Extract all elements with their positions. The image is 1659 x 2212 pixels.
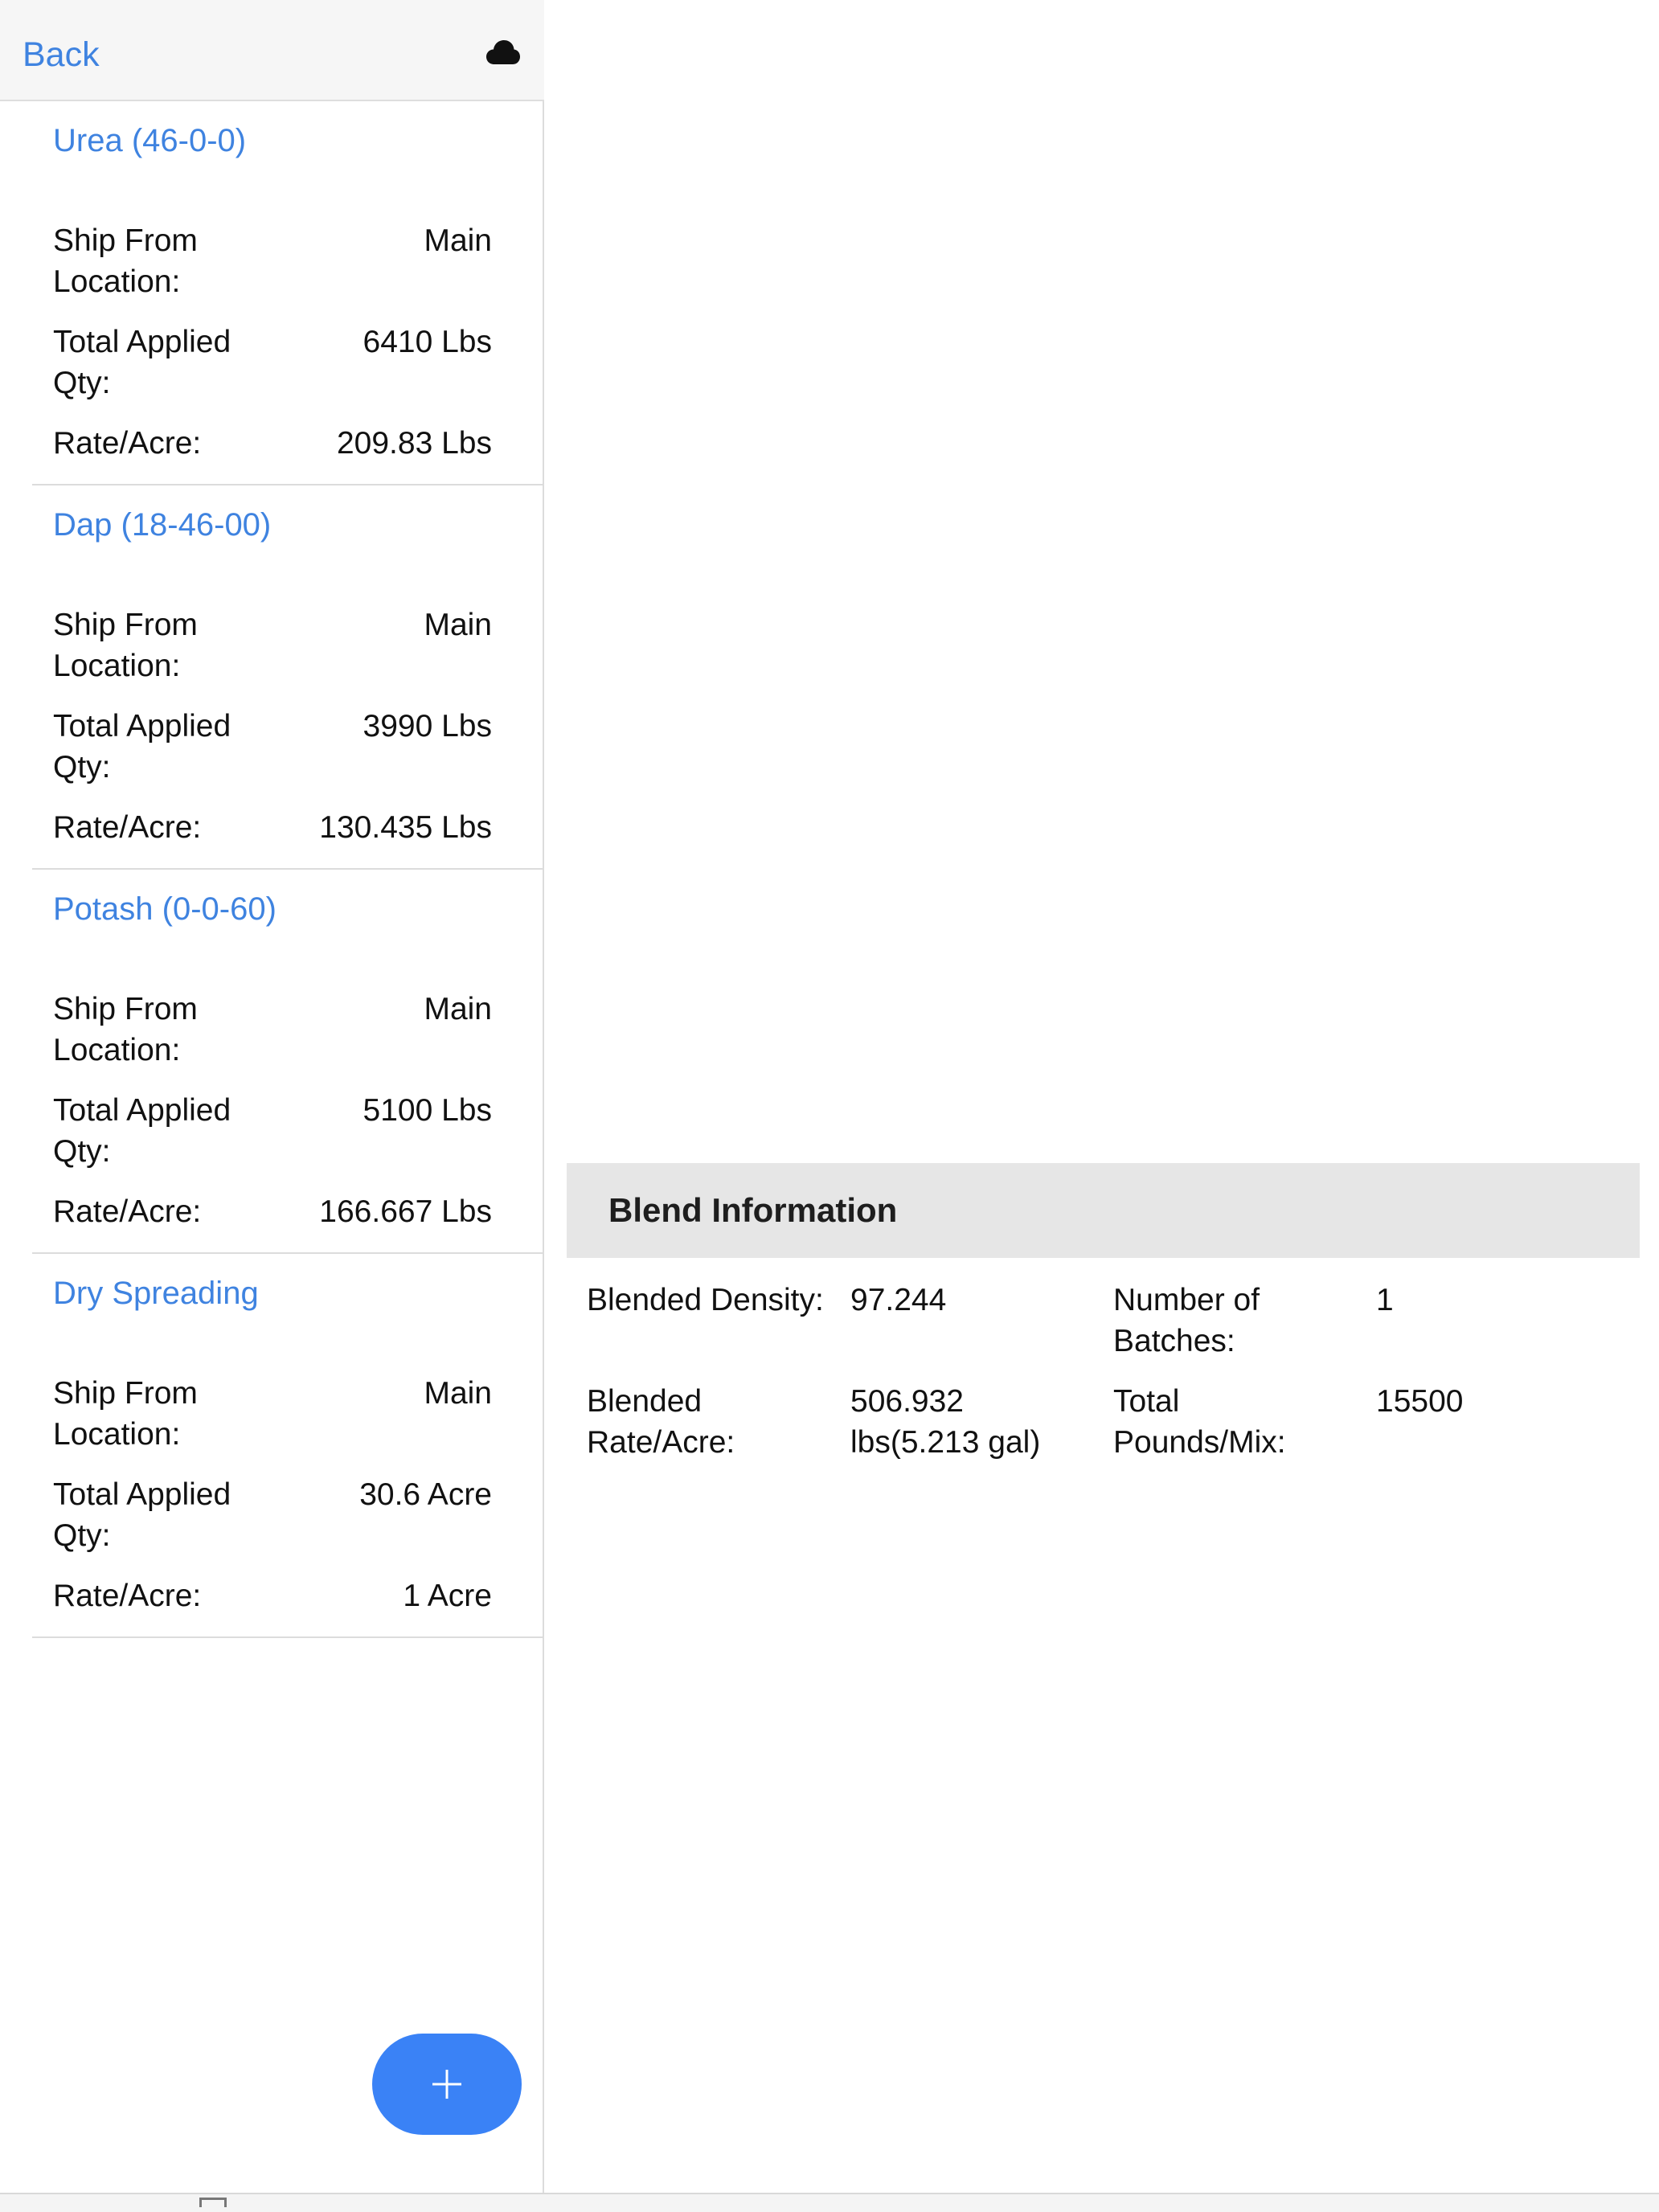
product-item[interactable] (32, 870, 544, 1254)
rate-acre-label: Rate/Acre: (53, 1194, 202, 1229)
ship-from-row (53, 604, 492, 686)
rate-acre-label: Rate/Acre: (53, 810, 202, 845)
total-applied-row (53, 1090, 492, 1172)
product-sidebar (0, 0, 544, 2193)
rate-acre-value: 209.83 Lbs (336, 426, 492, 461)
blended-density-label: Blended Density: (587, 1283, 824, 1317)
rate-acre-value: 166.667 Lbs (319, 1194, 492, 1229)
blended-density-value: 97.244 (850, 1283, 947, 1317)
total-pounds-value: 15500 (1376, 1384, 1464, 1419)
ship-from-value: Main (424, 1376, 492, 1411)
product-name[interactable]: Dry Spreading (53, 1276, 259, 1311)
total-applied-label: Total Applied Qty: (53, 1093, 231, 1169)
product-item[interactable] (32, 485, 544, 870)
total-applied-row (53, 322, 492, 403)
rate-acre-label: Rate/Acre: (53, 426, 202, 461)
sidebar-header (0, 0, 544, 101)
plus-icon (432, 2070, 461, 2099)
product-name[interactable]: Dap (18-46-00) (53, 507, 272, 543)
total-applied-label: Total Applied Qty: (53, 1477, 231, 1553)
ship-from-value: Main (424, 992, 492, 1026)
ship-from-label: Ship From Location: (53, 1376, 198, 1452)
total-applied-value: 3990 Lbs (363, 709, 492, 743)
blend-title: Blend Information (608, 1191, 898, 1229)
bottom-toolbar (0, 2193, 1659, 2212)
product-name[interactable]: Potash (0-0-60) (53, 891, 276, 927)
blended-rate-value: 506.932 lbs(5.213 gal) (850, 1384, 1041, 1460)
add-product-button[interactable] (372, 2034, 522, 2135)
ship-from-value: Main (424, 223, 492, 258)
product-item[interactable] (32, 1254, 544, 1638)
product-name[interactable]: Urea (46-0-0) (53, 123, 247, 158)
ship-from-value: Main (424, 608, 492, 642)
ship-from-row (53, 220, 492, 302)
total-applied-row (53, 706, 492, 788)
total-applied-label: Total Applied Qty: (53, 709, 231, 784)
ship-from-row (53, 1373, 492, 1455)
blend-grid (567, 1258, 1640, 1475)
ship-from-label: Ship From Location: (53, 608, 198, 683)
blended-rate-label: Blended Rate/Acre: (587, 1384, 735, 1460)
ship-from-label: Ship From Location: (53, 992, 198, 1067)
rate-acre-label: Rate/Acre: (53, 1579, 202, 1613)
rate-acre-row (53, 1575, 492, 1657)
ship-from-label: Ship From Location: (53, 223, 198, 299)
total-applied-value: 6410 Lbs (363, 325, 492, 359)
number-of-batches-label: Number of Batches: (1113, 1283, 1260, 1358)
total-applied-label: Total Applied Qty: (53, 325, 231, 400)
cloud-icon[interactable] (485, 39, 521, 66)
rate-acre-value: 130.435 Lbs (319, 810, 492, 845)
total-applied-value: 5100 Lbs (363, 1093, 492, 1128)
total-applied-row (53, 1474, 492, 1556)
blend-information-panel (567, 1163, 1640, 1475)
total-applied-value: 30.6 Acre (359, 1477, 492, 1512)
product-item[interactable] (32, 101, 544, 485)
rate-acre-value: 1 Acre (403, 1579, 492, 1613)
ship-from-row (53, 989, 492, 1071)
tab-icon[interactable] (199, 2198, 227, 2207)
back-button[interactable]: Back (23, 35, 100, 74)
product-list (0, 101, 544, 1638)
number-of-batches-value: 1 (1376, 1283, 1394, 1317)
total-pounds-label: Total Pounds/Mix: (1113, 1384, 1286, 1460)
blend-header (567, 1163, 1640, 1258)
